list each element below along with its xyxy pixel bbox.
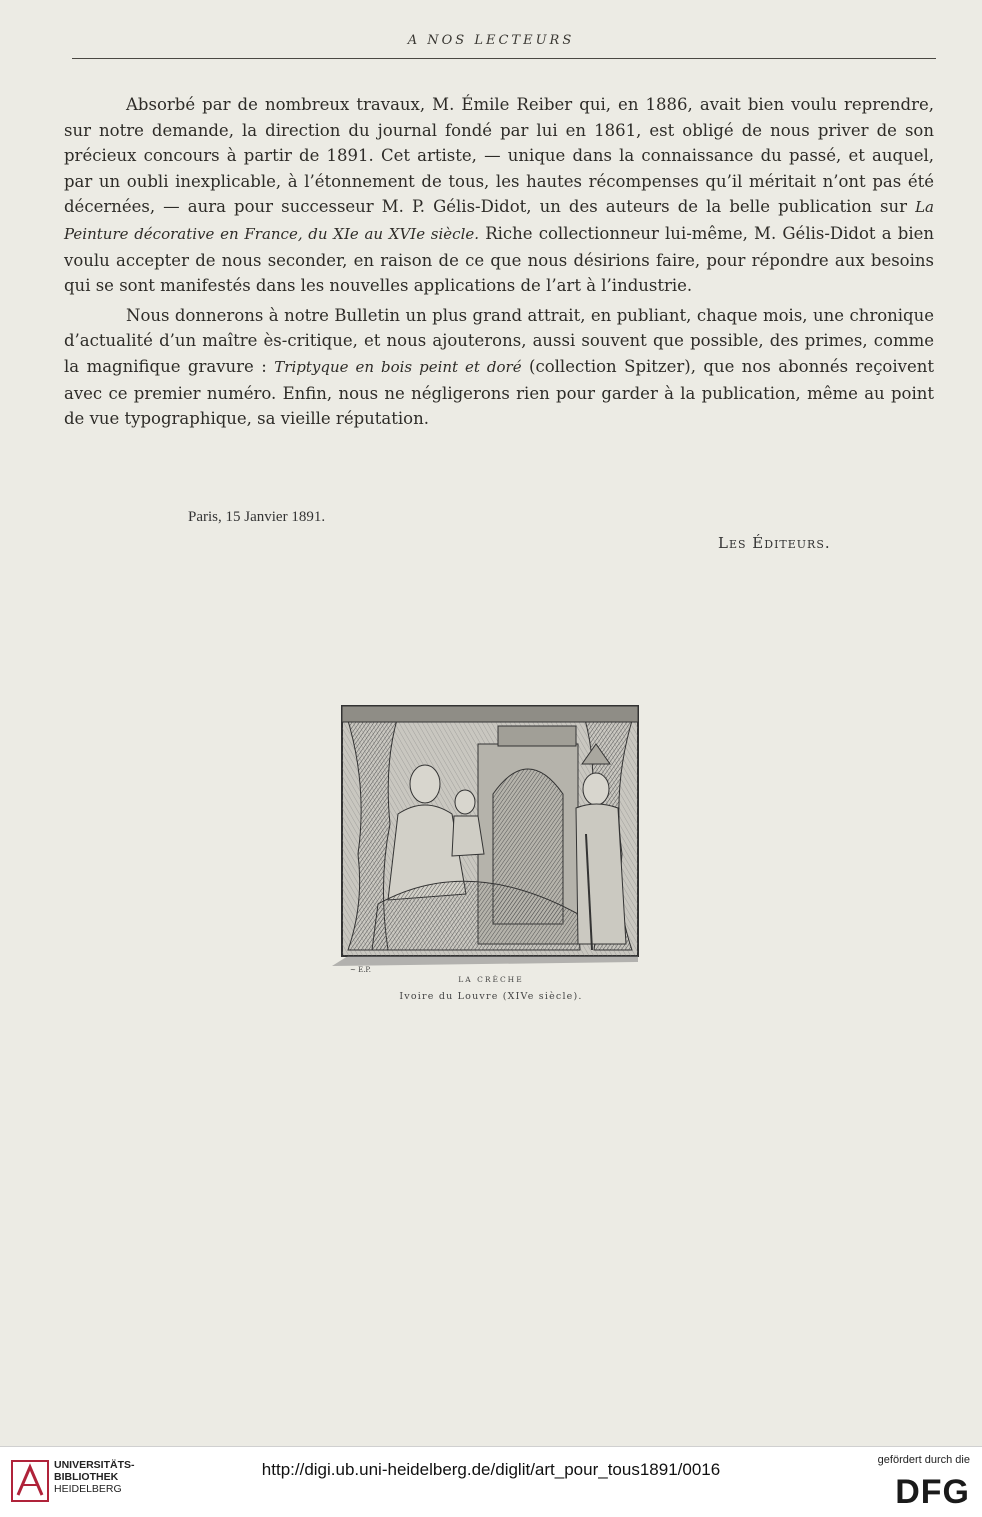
library-name-line-2: BIBLIOTHEK: [54, 1471, 119, 1483]
svg-text:~ E.P.: ~ E.P.: [350, 966, 371, 974]
funding-note: gefördert durch die: [877, 1454, 970, 1466]
paragraph-1-italic-title: La Peinture décorative en France, du XIe au XVIe siècle.: [64, 198, 934, 243]
figure-caption-title: LA CRÈCHE: [458, 975, 524, 984]
dfg-logo: DFG: [895, 1473, 970, 1511]
paragraph-2-italic-title: Triptyque en bois peint et doré: [274, 357, 522, 376]
header-rule: [72, 58, 936, 59]
body-text: [64, 92, 934, 436]
paragraph-1-text-a: Absorbé par de nombreux travaux, M. Émile Reiber qui, en 1886, avait bien voulu reprendre, sur notre demande, la direction du journal fondé par lui en 1861, est obligé de nous priver de son précieux concours à partir de 1891. Cet artiste, — unique dans la connaissance du passé, et auquel, par un oubli inexplicable, à l’étonnement de tous, les hautes récompenses qu’il méritait n’ont pas été décernées, — aura pour successeur M. P. Gélis-Didot, un des auteurs de la belle publication sur: [64, 95, 934, 217]
engraving-figure: [328, 704, 642, 978]
footer-bar: [0, 1446, 982, 1517]
date-line: Paris, 15 Janvier 1891.: [188, 509, 326, 525]
paragraph-1: [64, 92, 934, 299]
paragraph-2-text-a: Nous donnerons à notre Bulletin un plus grand attrait, en publiant, chaque mois, une chronique d’actualité d’un maître ès-critique, et nous ajouterons, aussi souvent que possible, des primes, comme la magnifique gravure :: [64, 305, 934, 376]
figure-caption-subtitle: Ivoire du Louvre (XIVe siècle).: [399, 991, 583, 1002]
source-url-link[interactable]: http://digi.ub.uni-heidelberg.de/diglit/art_pour_tous1891/0016: [261, 1460, 721, 1479]
library-name-line-3: HEIDELBERG: [54, 1483, 122, 1495]
signature: Les Éditeurs.: [718, 534, 831, 552]
library-name-line-1: UNIVERSITÄTS-: [54, 1459, 135, 1471]
paragraph-2: [64, 303, 934, 432]
paragraph-2-text-b: (collection Spitzer), que nos abonnés reçoivent avec ce premier numéro. Enfin, nous ne négligerons rien pour garder à la publication, même au point de vue typographique, sa vieille réputation.: [64, 356, 934, 429]
running-head: A NOS LECTEURS: [407, 33, 575, 48]
paragraph-1-text-b: Riche collectionneur lui-même, M. Gélis-Didot a bien voulu accepter de nous seconder, en raison de ce que nous désirions faire, pour répondre aux besoins qui se sont manifestés dans les nouvelles applications de l’art à l’industrie.: [64, 223, 934, 296]
